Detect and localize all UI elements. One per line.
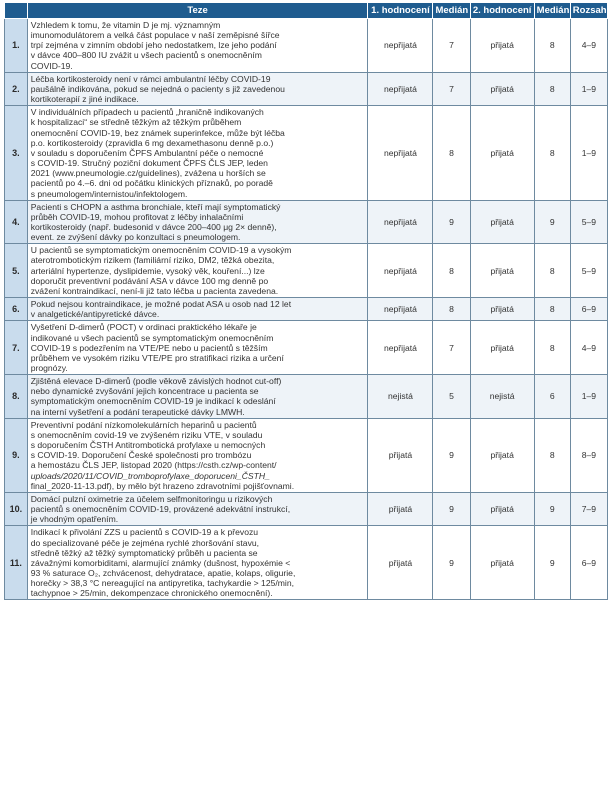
thesis-line: Domácí pulzní oximetrie za účelem selfmonitoringu u rizikových — [30, 493, 273, 504]
median-1: 8 — [433, 298, 470, 321]
median-2: 8 — [534, 106, 570, 200]
second-rating: přijatá — [470, 526, 534, 600]
thesis-line: final_2020-11-13.pdf), by mělo být hrazeno zdravotními pojišťovnami. — [30, 480, 295, 491]
second-rating: přijatá — [470, 244, 534, 298]
header-range: Rozsah — [570, 3, 607, 19]
thesis-text — [27, 418, 368, 492]
thesis-line: paušálně indikována, pokud se nejedná o pacienty s již zavedenou — [30, 83, 285, 94]
thesis-line: do specializované péče je zejména rychlé zhoršování stavu, — [30, 537, 260, 548]
median-2: 8 — [534, 321, 570, 375]
thesis-line: průběhem ve vysokém riziku VTE/PE pro stratifikaci rizika a určení — [30, 352, 284, 363]
theses-table — [4, 2, 608, 600]
table-row — [5, 19, 608, 73]
thesis-line: p.o. kortikosteroidy (zpravidla 6 mg dexamethasonu denně p.o.) — [30, 137, 274, 148]
median-1: 7 — [433, 72, 470, 105]
thesis-text — [27, 72, 368, 105]
thesis-line: U pacientů se symptomatickým onemocněním COVID-19 a vysokým — [30, 245, 292, 256]
median-1: 7 — [433, 19, 470, 73]
median-1: 9 — [433, 200, 470, 244]
table-row — [5, 418, 608, 492]
thesis-line: Léčba kortikosteroidy není v rámci ambulantní léčby COVID-19 — [30, 73, 271, 84]
thesis-line: 2021 (www.pneumologie.cz/guidelines), zvážena u horších se — [30, 168, 266, 179]
thesis-line: na interní vyšetření a podání terapeutické dávky LMWH. — [30, 406, 245, 417]
thesis-line: zvážení kontraindikací, není-li již tato léčba u pacienta zavedena. — [30, 285, 279, 296]
first-rating: nepřijatá — [368, 19, 433, 73]
thesis-line: imunomodulátorem a velká část populace v naší zeměpisné šířce — [30, 30, 280, 41]
median-1: 5 — [433, 375, 470, 419]
table-row — [5, 106, 608, 200]
second-rating: přijatá — [470, 106, 534, 200]
median-1: 8 — [433, 244, 470, 298]
median-1: 9 — [433, 492, 470, 525]
thesis-line: v dávce 400–800 IU zvážit u všech pacientů s onemocněním — [30, 50, 262, 61]
first-rating: nejistá — [368, 375, 433, 419]
row-number: 5. — [5, 244, 28, 298]
thesis-text — [27, 19, 368, 73]
median-2: 6 — [534, 375, 570, 419]
range: 4–9 — [570, 321, 607, 375]
thesis-line: COVID-19 s podezřením na VTE/PE nebo u pacientů s těžším — [30, 342, 268, 353]
table-row — [5, 72, 608, 105]
thesis-line: pacientů po 4.–6. dni od počátku klinických příznaků, po poradě — [30, 178, 273, 189]
thesis-line: s COVID-19. Doporučení České společnosti pro trombózu — [30, 450, 252, 461]
thesis-line: s onemocněním covid-19 ve zvýšeném riziku VTE, v souladu — [30, 429, 263, 440]
thesis-line: prognózy. — [30, 363, 68, 373]
second-rating: přijatá — [470, 298, 534, 321]
thesis-line: závažnými komorbiditami, alarmující známky (dušnost, hypoxémie < — [30, 557, 291, 568]
median-1: 9 — [433, 418, 470, 492]
thesis-line: pacientů s onemocněním COVID-19, provázené adekvátní instrukcí, — [30, 504, 291, 515]
first-rating: přijatá — [368, 526, 433, 600]
row-number: 6. — [5, 298, 28, 321]
first-rating: nepřijatá — [368, 106, 433, 200]
thesis-text — [27, 526, 368, 600]
table-row — [5, 321, 608, 375]
row-number: 8. — [5, 375, 28, 419]
range: 1–9 — [570, 375, 607, 419]
thesis-line: 93 % saturace O₂, zchvácenost, dehydratace, apatie, kolaps, oligurie, — [30, 567, 296, 578]
second-rating: přijatá — [470, 321, 534, 375]
thesis-text — [27, 298, 368, 321]
thesis-text — [27, 492, 368, 525]
median-2: 9 — [534, 492, 570, 525]
first-rating: přijatá — [368, 418, 433, 492]
median-2: 8 — [534, 298, 570, 321]
first-rating: přijatá — [368, 492, 433, 525]
thesis-line: Vyšetření D-dimerů (POCT) v ordinaci praktického lékaře je — [30, 322, 257, 333]
thesis-line: průběh COVID-19, mohou profitovat z léčby inhalačními — [30, 211, 244, 222]
second-rating: přijatá — [470, 19, 534, 73]
row-number: 9. — [5, 418, 28, 492]
thesis-line: v analgetické/antipyretické dávce. — [30, 309, 160, 320]
thesis-line: s COVID-19. Stručný poziční dokument ČPFS ČLS JEP, leden — [30, 158, 268, 169]
median-1: 7 — [433, 321, 470, 375]
row-number: 10. — [5, 492, 28, 525]
first-rating: nepřijatá — [368, 72, 433, 105]
thesis-line: Indikací k přivolání ZZS u pacientů s COVID-19 a k převozu — [30, 527, 259, 538]
row-number: 7. — [5, 321, 28, 375]
thesis-line: Zjištěná elevace D-dimerů (podle věkově závislých hodnot cut-off) — [30, 376, 282, 387]
range: 1–9 — [570, 106, 607, 200]
thesis-line: Preventivní podání nízkomolekulárních heparinů u pacientů — [30, 419, 257, 430]
table-row — [5, 244, 608, 298]
thesis-line: horečky > 38,3 °C nereagující na antipyretika, tachykardie > 125/min, — [30, 578, 295, 589]
first-rating: nepřijatá — [368, 321, 433, 375]
second-rating: přijatá — [470, 200, 534, 244]
range: 6–9 — [570, 526, 607, 600]
thesis-line: Vzhledem k tomu, že vitamin D je mj. významným — [30, 20, 221, 30]
thesis-line: v souladu s doporučením ČPFS Ambulantní péče o nemocné — [30, 147, 264, 158]
row-number: 1. — [5, 19, 28, 73]
thesis-line: tachypnoe > 25/min, dekompenzace chronického onemocnění). — [30, 588, 273, 599]
table-row — [5, 492, 608, 525]
range: 6–9 — [570, 298, 607, 321]
median-2: 8 — [534, 244, 570, 298]
row-number: 11. — [5, 526, 28, 600]
first-rating: nepřijatá — [368, 244, 433, 298]
thesis-line: a hemostázu ČLS JEP, listopad 2020 (https://csth.cz/wp-content/ — [30, 460, 277, 471]
range: 4–9 — [570, 19, 607, 73]
header-median-1: Medián — [433, 3, 470, 19]
thesis-line: k hospitalizaci“ se středně těžkým až těžkým průběhem — [30, 117, 242, 128]
thesis-text — [27, 244, 368, 298]
median-1: 8 — [433, 106, 470, 200]
thesis-line: onemocnění COVID-19, bez známek superinfekce, může být léčba — [30, 127, 285, 138]
thesis-line: V individuálních případech u pacientů „hraničně indikovaných — [30, 107, 264, 118]
second-rating: přijatá — [470, 492, 534, 525]
range: 5–9 — [570, 244, 607, 298]
thesis-line: středně těžký až těžký symptomatický průběh u pacienta se — [30, 547, 258, 558]
thesis-line: je vhodným opatřením. — [30, 514, 119, 525]
thesis-line: Pokud nejsou kontraindikace, je možné podat ASA u osob nad 12 let — [30, 299, 292, 310]
median-2: 8 — [534, 418, 570, 492]
thesis-line: uploads/2020/11/COVID_tromboprofylaxe_doporuceni_ČSTH_ — [30, 470, 270, 481]
thesis-line: COVID-19. — [30, 60, 73, 71]
thesis-line: doporučit preventivní podávání ASA v dávce 100 mg denně po — [30, 275, 269, 286]
second-rating: přijatá — [470, 72, 534, 105]
thesis-line: event. ze zvýšení dávky po konzultaci s pneumologem. — [30, 232, 241, 243]
thesis-line: arteriální hypertenze, dyslipidemie, vysoký věk, kouření...) lze — [30, 265, 265, 276]
row-number: 4. — [5, 200, 28, 244]
thesis-line: trpí zejména v zimním období jeho nedostatkem, lze jeho podání — [30, 40, 277, 51]
thesis-text — [27, 106, 368, 200]
table-row — [5, 298, 608, 321]
median-2: 8 — [534, 19, 570, 73]
header-first-rating: 1. hodnocení — [368, 3, 433, 19]
table-header-row — [5, 3, 608, 19]
median-2: 9 — [534, 526, 570, 600]
thesis-line: aterotrombotickým rizikem (familiární riziko, DM2, těžká obezita, — [30, 255, 275, 266]
second-rating: přijatá — [470, 418, 534, 492]
second-rating: nejistá — [470, 375, 534, 419]
thesis-line: Pacienti s CHOPN a asthma bronchiale, kteří mají symptomatický — [30, 201, 281, 212]
median-2: 9 — [534, 200, 570, 244]
range: 5–9 — [570, 200, 607, 244]
thesis-line: s doporučením ČSTH Antitrombotická profylaxe u nemocných — [30, 440, 266, 451]
table-row — [5, 526, 608, 600]
range: 7–9 — [570, 492, 607, 525]
first-rating: nepřijatá — [368, 298, 433, 321]
header-second-rating: 2. hodnocení — [470, 3, 534, 19]
table-row — [5, 375, 608, 419]
header-teze: Teze — [27, 3, 368, 19]
thesis-line: kortikosteroidy (např. budesonid v dávce 200–400 μg 2× denně), — [30, 221, 277, 232]
row-number: 3. — [5, 106, 28, 200]
thesis-text — [27, 200, 368, 244]
table-row — [5, 200, 608, 244]
range: 1–9 — [570, 72, 607, 105]
thesis-text — [27, 375, 368, 419]
thesis-text — [27, 321, 368, 375]
thesis-line: nebo dynamické zvyšování jejich koncentrace u pacienta se — [30, 386, 259, 397]
range: 8–9 — [570, 418, 607, 492]
thesis-line: symptomatickým onemocněním COVID-19 je indikací k odeslání — [30, 396, 276, 407]
thesis-line: kortikoterapií z jiné indikace. — [30, 94, 139, 105]
median-1: 9 — [433, 526, 470, 600]
median-2: 8 — [534, 72, 570, 105]
row-number: 2. — [5, 72, 28, 105]
header-median-2: Medián — [534, 3, 570, 19]
header-number — [5, 3, 28, 19]
first-rating: nepřijatá — [368, 200, 433, 244]
thesis-line: indikované u všech pacientů se symptomatickým onemocněním — [30, 332, 274, 343]
thesis-line: s pneumologem/internistou/infektologem. — [30, 188, 188, 199]
